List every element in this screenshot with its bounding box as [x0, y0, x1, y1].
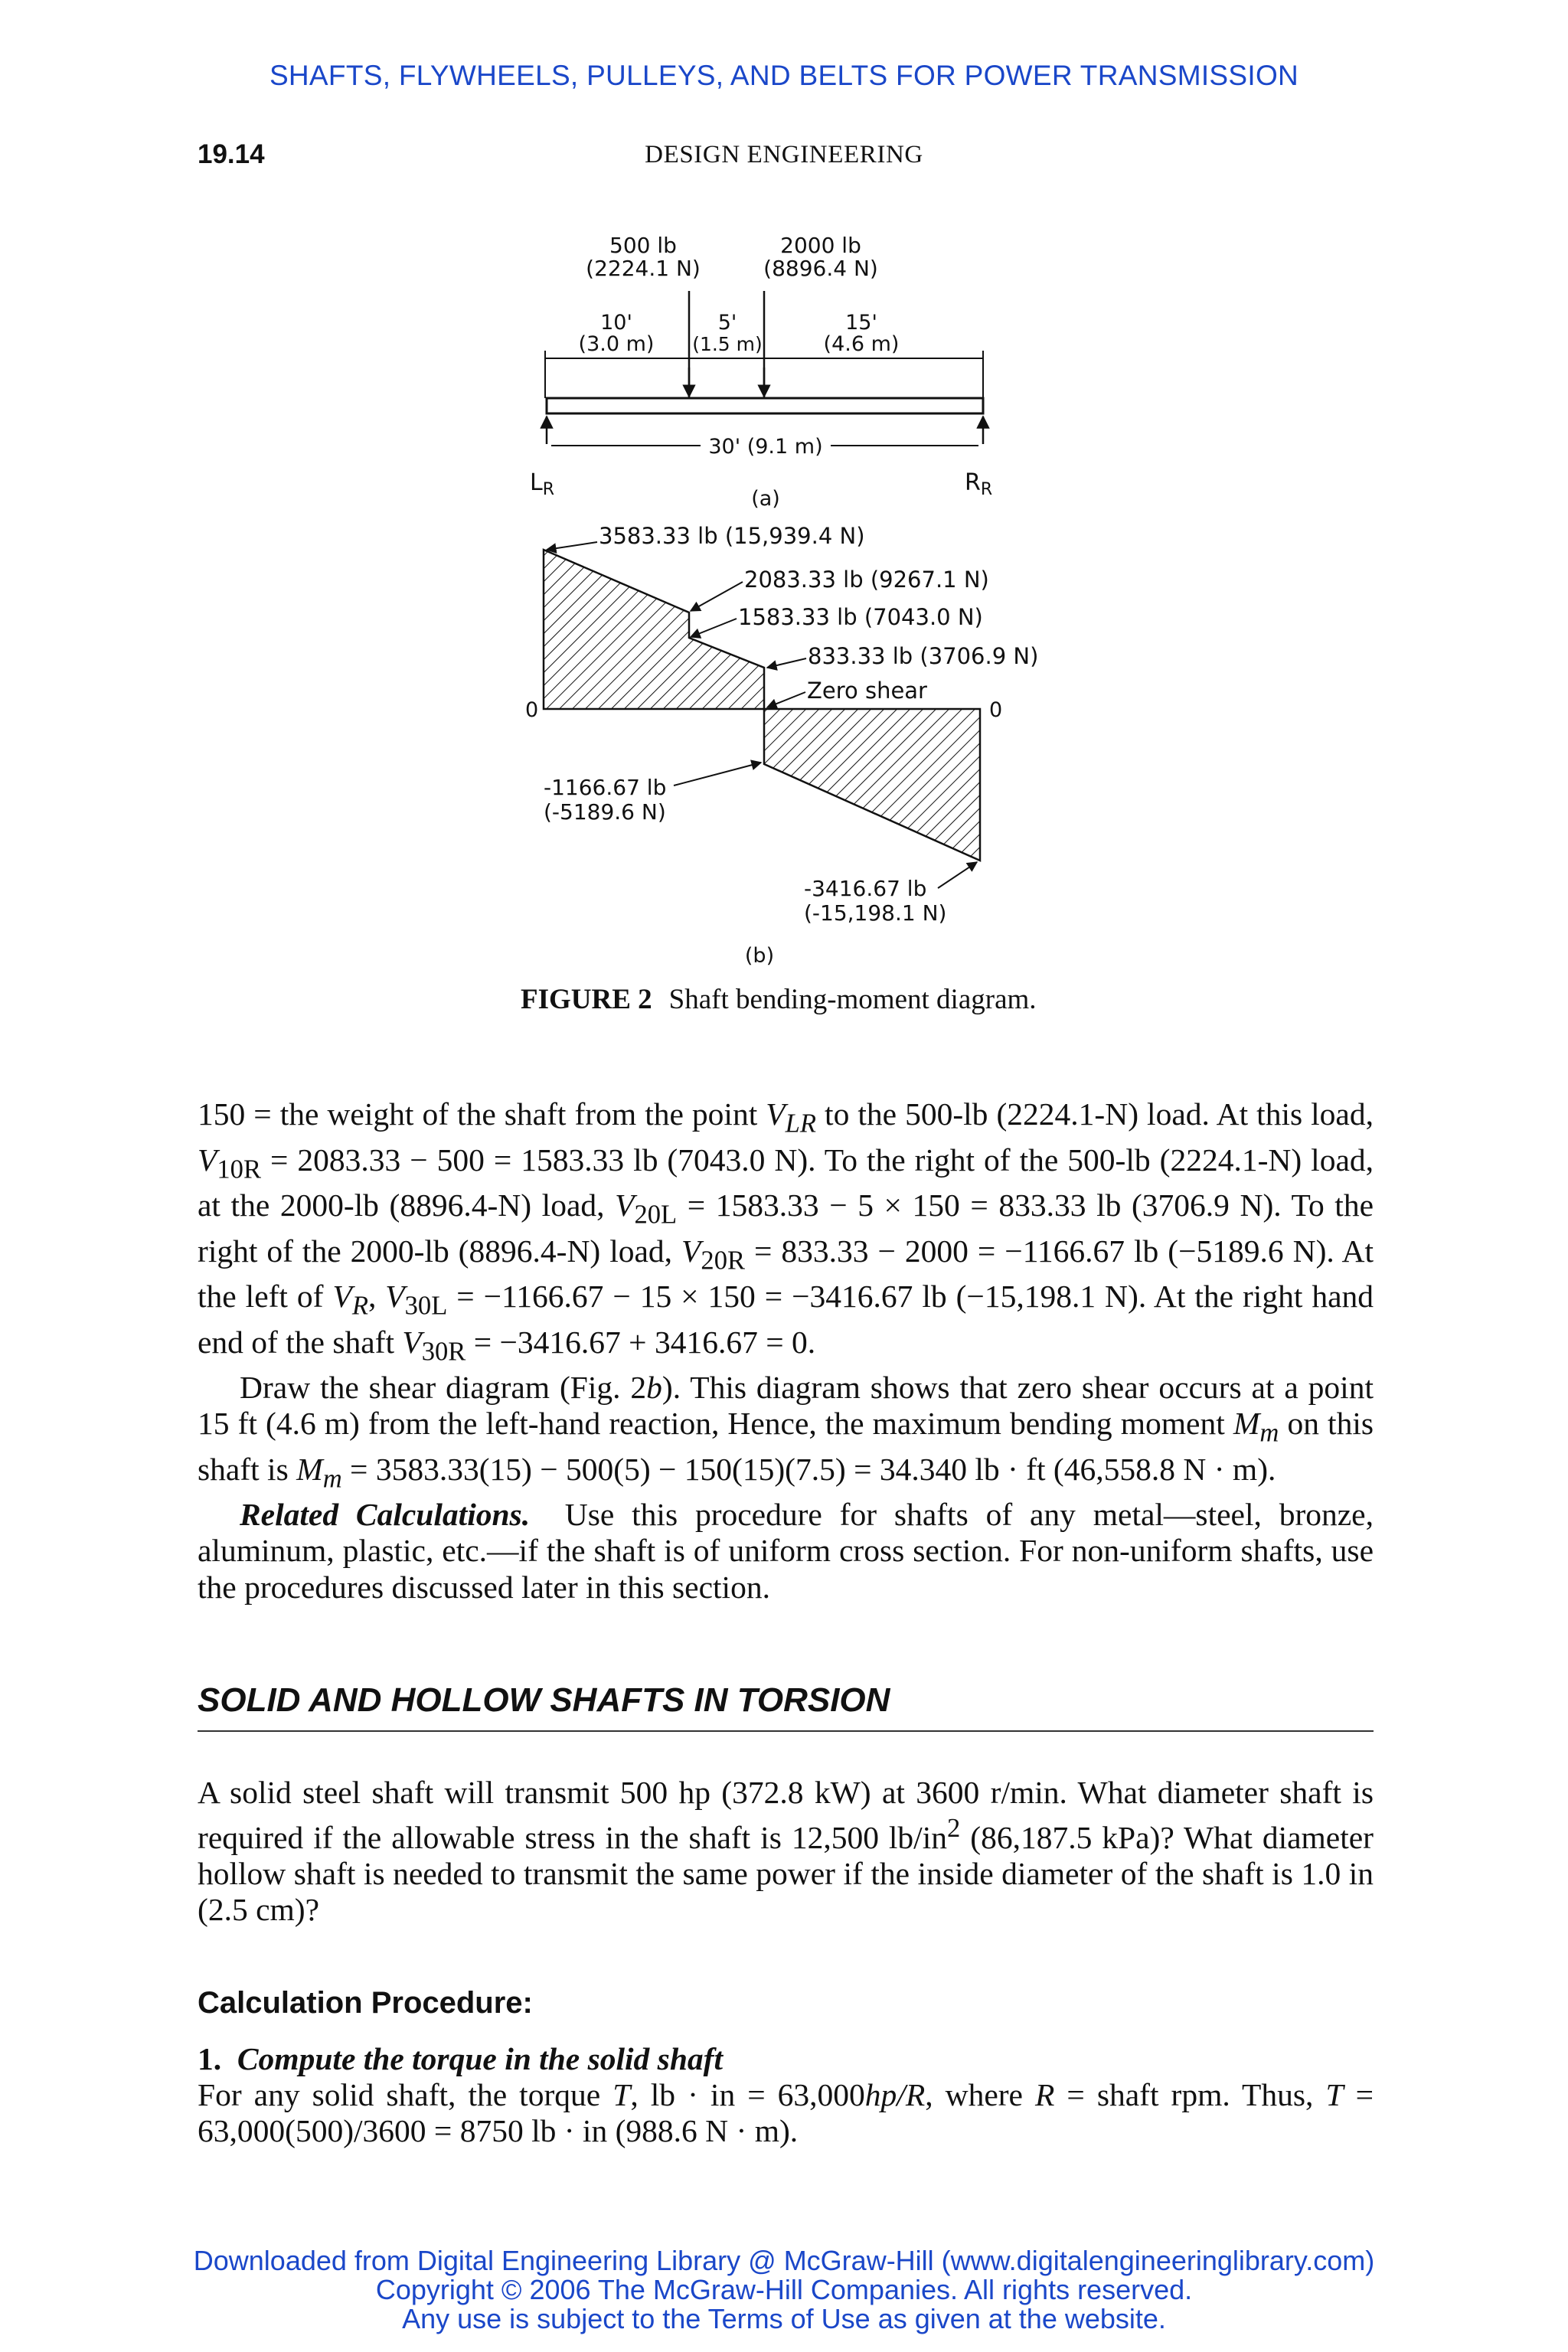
- paragraph-2: Draw the shear diagram (Fig. 2b). This diagram shows that zero shear occurs at a point 15 ft (4.6 m) from the left-hand reaction, Hence, the maximum bending moment $M_m$ on this shaft is $M_m = 3583.33(15) - 500(5) - 150(15)(7.5) = 34.340$ lb · ft (46,558.8 N · m).: [198, 1370, 1374, 1493]
- load1-label: 500 lb: [609, 233, 677, 258]
- procedure-heading: Calculation Procedure:: [198, 1986, 533, 2020]
- page-number: 19.14: [198, 139, 265, 169]
- total-length-label: 30' (9.1 m): [708, 435, 823, 459]
- shaft-diagram: [521, 214, 1057, 980]
- paragraph-1: 150 = the weight of the shaft from the point $V_{LR}$ to the 500-lb (2224.1-N) load. At this load, $V_{10R} = 2083.33 - 500 = 1583.33$ lb (7043.0 N). To the right of the 500-lb (2224.1-N) load, at the 2000-lb (8896.4-N) load, $V_{20L} = 1583.33 - 5 \times 150 = 833.33$ lb (3706.9 N). To the right of the 2000-lb (8896.4-N) load, $V_{20R} = 833.33 - 2000 = -1166.67$ lb (−5189.6 N). At the left of $V_R$, $V_{30L} = -1166.67 - 15 \times 150 = -3416.67$ lb (−15,198.1 N). At the right hand end of the shaft $V_{30R} = -3416.67 + 3416.67 = 0$.: [198, 1096, 1374, 1366]
- paragraph-3: Related Calculations. Use this procedure for shafts of any metal—steel, bronze, aluminum, plastic, etc.—if the shaft is of uniform cross section. For non-uniform shafts, use the procedures discussed later in this section.: [198, 1497, 1374, 1605]
- load2-si-label: (8896.4 N): [763, 256, 878, 281]
- footer-copyright: Copyright © 2006 The McGraw-Hill Companies. All rights reserved.: [375, 2274, 1193, 2305]
- figure-label: FIGURE 2: [521, 984, 652, 1015]
- shear-value-3: 1583.33 lb (7043.0 N): [738, 604, 983, 630]
- neg-shear-2: -3416.67 lb: [804, 876, 927, 901]
- zero-right-label: 0: [989, 698, 1003, 722]
- section-heading: SOLID AND HOLLOW SHAFTS IN TORSION: [198, 1681, 1374, 1732]
- figure-caption-text: Shaft bending-moment diagram.: [668, 984, 1037, 1015]
- shear-value-4: 833.33 lb (3706.9 N): [808, 643, 1039, 669]
- shear-value-1: 3583.33 lb (15,939.4 N): [599, 523, 865, 549]
- footer: [0, 2246, 1568, 2334]
- right-reaction-label: $R_R$: [965, 469, 993, 499]
- step-1-title: 1. Compute the torque in the solid shaft: [198, 2041, 724, 2076]
- negative-shear-area: [764, 709, 980, 861]
- shaft: [547, 398, 983, 413]
- running-header: SHAFTS, FLYWHEELS, PULLEYS, AND BELTS FOR POWER TRANSMISSION: [269, 60, 1299, 91]
- positive-shear-area: [544, 550, 764, 709]
- zero-shear-label: Zero shear: [807, 678, 927, 704]
- problem-statement: A solid steel shaft will transmit 500 hp (372.8 kW) at 3600 r/min. What diameter shaft is required if the allowable stress in the shaft is 12,500 $lb/in^2$ (86,187.5 kPa)? What diameter hollow shaft is needed to transmit the same power if the inside diameter of the shaft is 1.0 in (2.5 cm)?: [198, 1775, 1374, 1928]
- span3-si-label: (4.6 m): [823, 332, 900, 356]
- footer-link-line[interactable]: Downloaded from Digital Engineering Library @ McGraw-Hill (www.digitalengineeringlibrary.com): [193, 2245, 1375, 2276]
- footer-terms: Any use is subject to the Terms of Use as given at the website.: [402, 2303, 1166, 2334]
- body-text-top: [198, 1096, 1374, 1606]
- shear-value-2: 2083.33 lb (9267.1 N): [744, 567, 989, 593]
- part-b-label: (b): [744, 944, 775, 968]
- neg-shear-1-si: (-5189.6 N): [544, 799, 666, 825]
- figure-2: [521, 214, 1057, 1049]
- left-reaction-label: $L_R$: [530, 469, 555, 499]
- neg-shear-1: -1166.67 lb: [544, 775, 667, 800]
- load1-si-label: (2224.1 N): [586, 256, 701, 281]
- span2-si-label: (1.5 m): [692, 333, 763, 355]
- step-1-text: For any solid shaft, the torque T, lb · in = 63,000hp/R, where R = shaft rpm. Thus, T = 63,000(500)/3600 = 8750 lb · in (988.6 N · m).: [198, 2077, 1374, 2149]
- neg-shear-2-si: (-15,198.1 N): [804, 900, 947, 926]
- span1-label: 10': [600, 311, 632, 335]
- span3-label: 15': [845, 311, 877, 335]
- span1-si-label: (3.0 m): [578, 332, 655, 356]
- figure-caption: [521, 983, 1049, 1017]
- span2-label: 5': [717, 311, 737, 335]
- section-header: DESIGN ENGINEERING: [645, 141, 923, 168]
- load2-label: 2000 lb: [780, 233, 861, 258]
- zero-left-label: 0: [525, 698, 539, 722]
- step-1: [198, 2041, 1374, 2150]
- part-a-label: (a): [751, 487, 780, 511]
